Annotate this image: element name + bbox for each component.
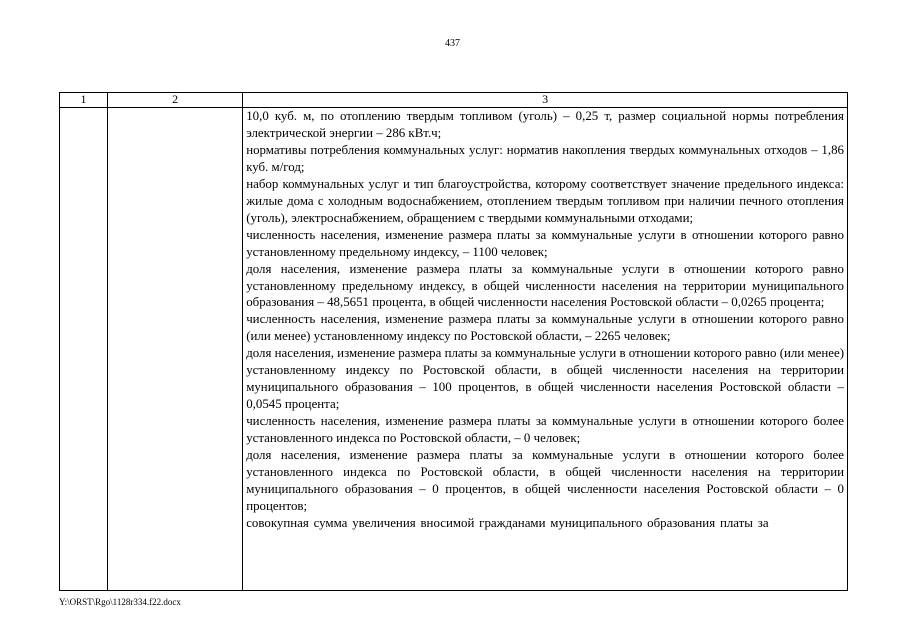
paragraph: 10,0 куб. м, по отоплению твердым топливом (уголь) – 0,25 т, размер социальной нормы потребления электрической энергии – 286 кВт.ч;	[246, 109, 844, 140]
paragraph: доля населения, изменение размера платы за коммунальные услуги в отношении которого равно (или менее) установленному индексу по Ростовской области, в общей численности населения на территории муниципального образования – 100 процентов, в общей численности населения Ростовской области – 0,0545 процента;	[246, 346, 844, 412]
table-row	[60, 108, 848, 591]
paragraph: доля населения, изменение размера платы за коммунальные услуги в отношении которого равно установленному предельному индексу, в общей численности населения на территории муниципального образования – 48,5651 процента, в общей численности населения Ростовской области – 0,0265 процента;	[246, 261, 844, 310]
page-number: 437	[445, 38, 460, 49]
paragraph: набор коммунальных услуг и тип благоустройства, которому соответствует значение предельного индекса: жилые дома с холодным водоснабжением, отоплением твердым топливом при наличии печного отопления (уголь), электроснабжением, обращением с твердыми коммунальными отходами;	[246, 176, 844, 225]
document-table	[59, 92, 848, 591]
paragraph: нормативы потребления коммунальных услуг: норматив накопления твердых коммунальных отходов – 1,86 куб. м/год;	[246, 142, 844, 174]
paragraph: численность населения, изменение размера платы за коммунальные услуги в отношении которого равно установленному предельному индексу, – 1100 человек;	[246, 227, 844, 259]
footer-file-path: Y:\ORST\Rgo\1128r334.f22.docx	[59, 597, 181, 607]
paragraph: совокупная сумма увеличения вносимой гражданами муниципального образования платы за	[246, 515, 769, 530]
paragraph: доля населения, изменение размера платы за коммунальные услуги в отношении которого более установленного индекса по Ростовской области, в общей численности населения на территории муниципального образования – 0 процентов, в общей численности населения Ростовской области – 0 процентов;	[246, 448, 844, 513]
table-cell-1	[60, 108, 108, 591]
table-cell-2	[108, 108, 243, 591]
column-header-2: 2	[108, 93, 243, 108]
column-header-1: 1	[60, 93, 108, 108]
column-header-3: 3	[243, 93, 848, 108]
table-header-row	[60, 93, 848, 108]
table-cell-3	[243, 108, 848, 591]
paragraph: численность населения, изменение размера платы за коммунальные услуги в отношении которого более установленного индекса по Ростовской области, – 0 человек;	[246, 414, 844, 446]
paragraph: численность населения, изменение размера платы за коммунальные услуги в отношении которого равно (или менее) установленному индексу по Ростовской области, – 2265 человек;	[246, 312, 844, 344]
